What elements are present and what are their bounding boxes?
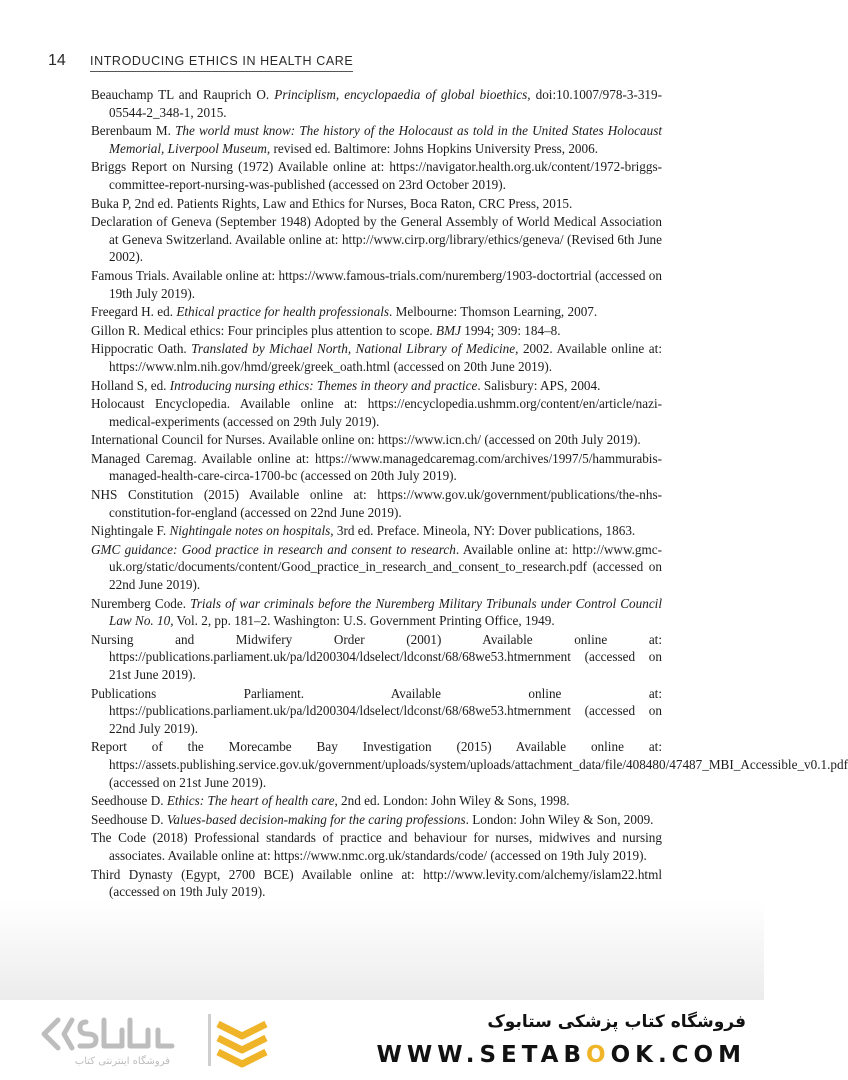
logo-tagline: فروشگاه اینترنتی کتاب (74, 1056, 170, 1067)
reference-pre: International Council for Nurses. Available online on: https://www.icn.ch/ (accessed on 20th July 2019). (91, 432, 641, 448)
reference-pre: Declaration of Geneva (September 1948) Adopted by the General Assembly of World Medical Association at Geneva Switzerland. Available online at: http://www.cirp.org/library/ethics/geneva/ (Revised 6th June 2002). (91, 214, 662, 265)
reference-pre: Seedhouse D. (91, 793, 167, 809)
reference-pre: Buka P, 2nd ed. Patients Rights, Law and Ethics for Nurses, Boca Raton, CRC Press, 2015. (91, 195, 573, 211)
reference-pre: Gillon R. Medical ethics: Four principles plus attention to scope. (91, 322, 437, 338)
reference-entry (91, 431, 662, 449)
reference-pre: Nightingale F. (91, 523, 170, 539)
reference-pre: Famous Trials. Available online at: https://www.famous-trials.com/nuremberg/1903-doctortrial (accessed on 19th July 2019). (91, 267, 662, 301)
reference-italic: GMC guidance: Good practice in research and consent to research (91, 541, 456, 557)
reference-pre: Briggs Report on Nursing (1972) Available online at: https://navigator.health.org.uk/content/1972-briggs-committee-report-nursing-was-published (accessed on 23rd October 2019). (91, 159, 662, 192)
page-number: 14 (48, 52, 66, 69)
reference-italic: Introducing nursing ethics: Themes in theory and practice (169, 377, 478, 393)
reference-post: . Melbourne: Thomson Learning, 2007. (389, 304, 598, 320)
book-chevron-icon (208, 1014, 270, 1066)
reference-entry (91, 738, 848, 791)
reference-italic: Trials of war criminals before the Nuremberg Military Tribunals under Control Council Law No. 10 (109, 595, 662, 629)
reference-pre: Freegard H. ed. (91, 304, 177, 320)
reference-italic: Ethical practice for health professionals (176, 304, 390, 320)
reference-post: , 2nd ed. London: John Wiley & Sons, 1998. (334, 793, 570, 809)
reference-pre: Nursing and Midwifery Order (2001) Available online at: https://publications.parliament.uk/pa/ld200304/ldselect/ldconst/68/68we53.htmernment (accessed on 21st June 2019). (91, 631, 662, 682)
reference-entry (91, 595, 662, 630)
reference-entry (91, 685, 662, 738)
reference-entry (91, 158, 662, 193)
store-url[interactable] (377, 1042, 746, 1068)
reference-italic: Nightingale notes on hospitals (169, 523, 331, 539)
reference-post: . Available online at: http://www.gmc-uk.org/static/documents/content/Good_practice_in_research_and_consent_to_research.pdf (accessed on 22nd June 2019). (109, 541, 662, 593)
url-part2: OK.COM (610, 1042, 746, 1068)
page-header (48, 52, 668, 74)
reference-post: , doi:10.1007/978-3-319-05544-2_348-1, 2015. (109, 87, 662, 120)
url-highlight: O (586, 1042, 611, 1068)
reference-italic: The world must know: The history of the Holocaust as told in the United States Holocaust Memorial, Liverpool Museum (109, 123, 662, 156)
reference-pre: Holland S, ed. (91, 377, 170, 393)
reference-entry (91, 340, 662, 375)
reference-post: , revised ed. Baltimore: Johns Hopkins University Press, 2006. (266, 140, 598, 156)
reference-entry (91, 322, 662, 340)
reference-entry (91, 377, 662, 395)
reference-entry (91, 267, 662, 302)
reference-entry (91, 631, 662, 684)
reference-italic: Translated by Michael North, National Library of Medicine (191, 341, 516, 357)
reference-pre: Report of the Morecambe Bay Investigation (2015) Available online at: https://assets.publishing.service.gov.uk/government/uploads/system/uploads/attachment_data/file/408480/47487_MBI_Accessible_v0.1.pdf (accessed on 21st June 2019). (91, 739, 848, 790)
reference-pre: Holocaust Encyclopedia. Available online at: https://encyclopedia.ushmm.org/content/en/article/nazi-medical-experiments (accessed on 29th July 2019). (91, 396, 662, 429)
reference-entry (91, 303, 662, 321)
reference-italic: Ethics: The heart of health care (166, 793, 335, 809)
reference-pre: Beauchamp TL and Rauprich O. (91, 87, 275, 102)
page-shadow (0, 900, 764, 1000)
reference-entry (91, 213, 662, 266)
reference-post: 1994; 309: 184–8. (460, 322, 561, 338)
url-part1: WWW.SETAB (376, 1042, 586, 1068)
reference-pre: Nuremberg Code. (91, 595, 191, 611)
reference-post: . London: John Wiley & Son, 2009. (465, 811, 654, 827)
reference-entry (91, 792, 662, 810)
reference-pre: The Code (2018) Professional standards of practice and behaviour for nurses, midwives and nursing associates. Available online at: https://www.nmc.org.uk/standards/code/ (accessed on 19th July 2019). (91, 830, 662, 863)
running-title: INTRODUCING ETHICS IN HEALTH CARE (90, 54, 353, 72)
reference-entry (91, 86, 662, 121)
reference-entry (91, 122, 662, 157)
reference-post: , 2002. Available online at: https://www.nlm.nih.gov/hmd/greek/greek_oath.html (accessed on 20th June 2019). (109, 341, 662, 374)
watermark-footer (0, 1000, 764, 1080)
reference-entry (91, 522, 662, 540)
reference-list (91, 86, 848, 902)
reference-post: , Vol. 2, pp. 181–2. Washington: U.S. Government Printing Office, 1949. (170, 613, 555, 629)
reference-entry (91, 866, 662, 901)
reference-entry (91, 541, 662, 594)
reference-italic: Principlism, encyclopaedia of global bioethics (274, 87, 528, 102)
reference-entry (91, 811, 662, 829)
reference-pre: Seedhouse D. (91, 811, 167, 827)
reference-post: , 3rd ed. Preface. Mineola, NY: Dover publications, 1863. (330, 523, 636, 539)
reference-pre: Publications Parliament. Available online at: https://publications.parliament.uk/pa/ld200304/ldselect/ldconst/68/68we53.htmernment (accessed on 22nd July 2019). (91, 685, 662, 736)
reference-entry (91, 450, 662, 485)
reference-pre: Third Dynasty (Egypt, 2700 BCE) Available online at: http://www.levity.com/alchemy/islam22.html (accessed on 19th July 2019). (91, 866, 662, 900)
reference-entry (91, 395, 662, 430)
reference-post: . Salisbury: APS, 2004. (477, 377, 601, 393)
reference-entry (91, 486, 662, 521)
setabook-logo-icon (30, 1012, 180, 1070)
reference-pre: Hippocratic Oath. (91, 341, 192, 357)
reference-pre: Berenbaum M. (91, 123, 176, 139)
reference-pre: Managed Caremag. Available online at: https://www.managedcaremag.com/archives/1997/5/hammurabis-managed-health-care-circa-1700-bc (accessed on 20th July 2019). (91, 450, 662, 484)
reference-italic: Values-based decision-making for the caring professions (166, 811, 466, 827)
reference-entry (91, 195, 662, 213)
store-name: فروشگاه کتاب پزشکی ستابوک (487, 1012, 746, 1032)
reference-entry (91, 829, 662, 864)
reference-pre: NHS Constitution (2015) Available online at: https://www.gov.uk/government/publications/the-nhs-constitution-for-england (accessed on 22nd June 2019). (91, 487, 662, 520)
reference-italic: BMJ (436, 322, 461, 338)
